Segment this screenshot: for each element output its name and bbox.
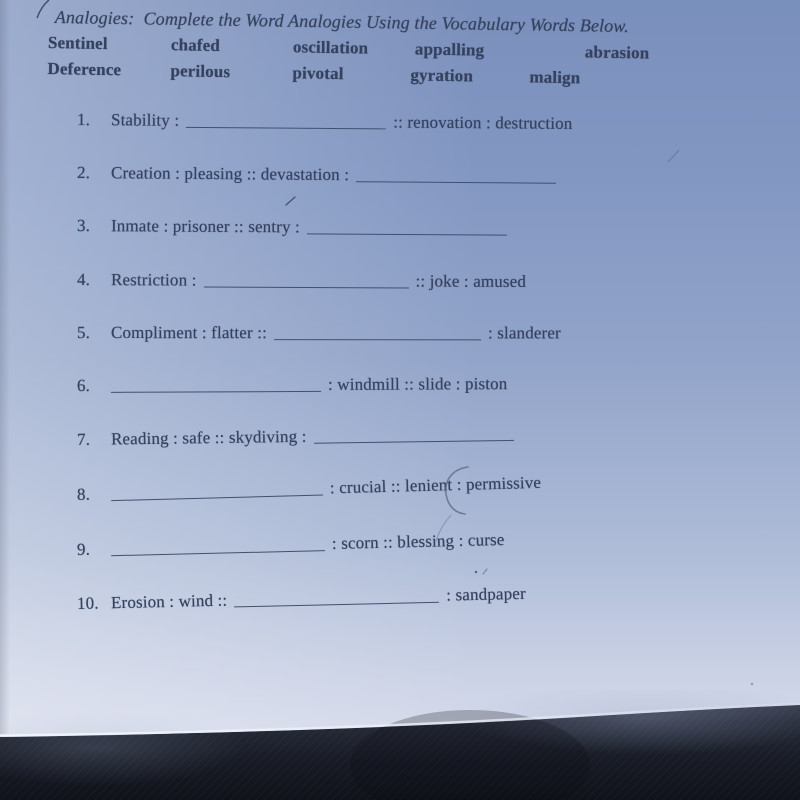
answer-blank [356, 166, 556, 184]
analogy-item [77, 472, 542, 506]
item-text-pre: Inmate : prisoner :: sentry : [110, 216, 301, 237]
vocab-word: abrasion [584, 42, 650, 63]
answer-blank [234, 587, 439, 608]
item-text-pre: Restriction : [110, 270, 197, 290]
item-number: 4. [76, 270, 91, 290]
vocab-word: oscillation [292, 37, 369, 58]
analogy-item [77, 322, 561, 344]
item-text-post: : scorn :: blessing : curse [331, 529, 505, 553]
item-text-post: : slanderer [487, 323, 561, 343]
analogy-item [77, 529, 505, 561]
answer-blank [307, 218, 507, 235]
item-number: 9. [76, 539, 91, 559]
item-number: 2. [76, 163, 91, 183]
analogy-item [77, 109, 573, 135]
vocab-word: chafed [170, 35, 221, 56]
answer-blank [274, 324, 481, 340]
item-text-post: : windmill :: slide : piston [327, 374, 508, 394]
worksheet-title: Analogies: Complete the Word Analogies Using the Vocabulary Words Below. [54, 7, 630, 37]
analogy-item [77, 162, 556, 188]
vocab-word: perilous [170, 61, 231, 82]
vocab-word: gyration [410, 65, 474, 86]
analogy-item [77, 423, 514, 451]
item-text-pre: Compliment : flatter :: [110, 323, 267, 343]
item-text-pre: Stability : [110, 110, 180, 130]
item-text-pre: Creation : pleasing :: devastation : [110, 163, 350, 185]
item-text-pre: Reading : safe :: skydiving : [110, 426, 307, 449]
analogy-item [77, 269, 526, 293]
item-number: 3. [76, 216, 91, 236]
item-number: 10. [76, 593, 99, 613]
vocab-word: Deference [47, 58, 122, 80]
item-number: 5. [76, 323, 91, 343]
answer-blank [111, 535, 325, 556]
item-number: 7. [76, 429, 91, 449]
vocab-word: pivotal [292, 63, 344, 84]
answer-blank [313, 425, 513, 444]
item-number: 1. [76, 110, 91, 130]
item-text-pre: Erosion : wind :: [110, 590, 228, 613]
analogy-item [77, 373, 507, 397]
answer-blank [186, 112, 386, 130]
item-number: 6. [76, 375, 91, 395]
answer-blank [111, 480, 323, 502]
analogy-item [77, 583, 526, 615]
answer-blank [203, 272, 408, 289]
answer-blank [111, 376, 321, 393]
item-text-post: :: renovation : destruction [393, 112, 573, 133]
vocab-word: Sentinel [47, 33, 108, 54]
analogy-item [77, 215, 507, 240]
vocab-word: appalling [414, 39, 485, 60]
vocab-word: malign [529, 67, 581, 88]
item-number: 8. [76, 484, 91, 504]
item-text-post: : sandpaper [446, 583, 526, 605]
item-text-post: :: joke : amused [415, 271, 527, 291]
item-text-post: : crucial :: lenient : permissive [329, 472, 542, 498]
